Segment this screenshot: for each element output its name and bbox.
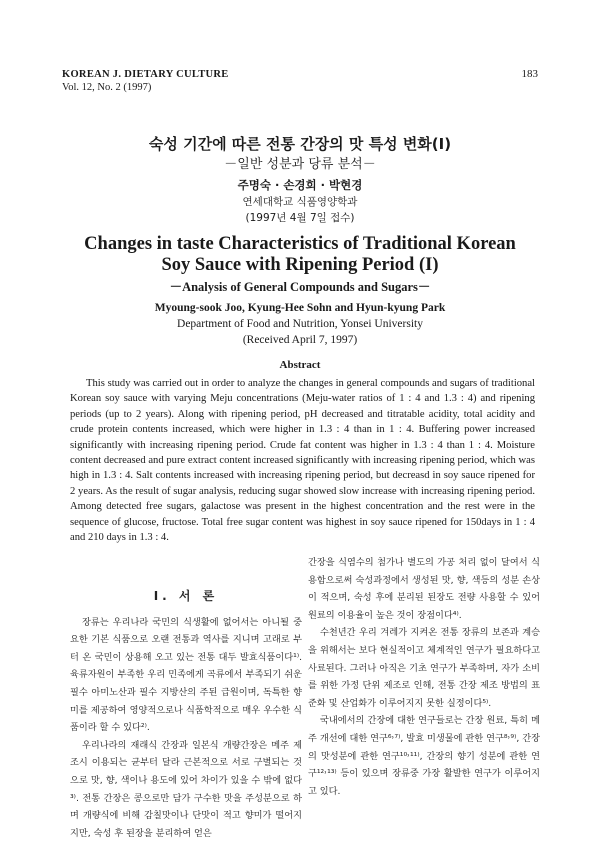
korean-authors: 주명숙 · 손경희 · 박현경: [237, 178, 363, 192]
english-title-line2: Soy Sauce with Ripening Period (I): [161, 255, 439, 275]
english-received-date: (Received April 7, 1997): [242, 334, 358, 346]
body-paragraph: 수천년간 우리 겨레가 지켜온 전통 장류의 보존과 계승을 위해서는 보다 현실적이고 체계적인 연구가 필요하다고 사료된다. 그러나 아직은 기초 연구가 부족하며, 자가 소비를 위한 가정 단위 제조로 인해, 전통 간장 제조 방법의 표준화 및 산업화가 이루어지지 못한 실정이다⁵⁾.: [308, 627, 540, 709]
korean-affiliation: 연세대학교 식품영양학과: [242, 196, 358, 208]
korean-title: 숙성 기간에 따른 전통 간장의 맛 특성 변화(I): [148, 135, 452, 153]
english-authors: Myoung-sook Joo, Kyung-Hee Sohn and Hyun-kyung Park: [154, 302, 446, 314]
english-title-line1: Changes in taste Characteristics of Traditional Korean: [84, 234, 516, 254]
journal-header: [62, 68, 229, 94]
right-column: [308, 554, 540, 800]
journal-title: KOREAN J. DIETARY CULTURE: [62, 69, 229, 80]
english-affiliation: Department of Food and Nutrition, Yonsei University: [177, 318, 423, 330]
body-paragraph: 우리나라의 재래식 간장과 일본식 개량간장은 메주 제조시 이용되는 균부터 달라 근본적으로 서로 구별되는 것으로 맛, 향, 색이나 용도에 있어 차이가 있을 수 밖에 없다³⁾. 전통 간장은 콩으로만 담가 구수한 맛을 주성분으로 하며 개량식에 비해 감칠맛이나 단맛이 적고 향미가 떨어지지만, 숙성 후 된장을 분리하여 얻은: [70, 739, 302, 839]
left-column: [70, 588, 302, 842]
page-number: 183: [521, 68, 538, 80]
korean-subtitle: －일반 성분과 당류 분석－: [224, 157, 376, 172]
abstract-heading: Abstract: [279, 359, 321, 371]
english-title: [0, 234, 600, 276]
korean-received-date: (1997년 4월 7일 접수): [245, 212, 355, 224]
section-heading-introduction: I. 서 론: [153, 589, 219, 603]
journal-volume: Vol. 12, No. 2 (1997): [62, 82, 152, 93]
body-paragraph: 국내에서의 간장에 대한 연구들로는 간장 원료, 특히 메주 개선에 대한 연구⁶˒⁷⁾, 발효 미생물에 관한 연구⁸˒⁹⁾, 간장의 맛성분에 관한 연구¹⁰˒¹¹⁾, 간장의 향기 성분에 관한 연구¹²˒¹³⁾ 등이 있으며 장류중 가장 활발한 연구가 이루어지고 있다.: [308, 715, 540, 797]
body-paragraph: 간장을 식염수의 첨가나 별도의 가공 처리 없이 달여서 식용함으로써 숙성과정에서 생성된 맛, 향, 색등의 성분 손상이 적으며, 숙성 후에 분리된 된장도 전량 사용할 수 있어 원료의 이용율이 높은 것이 장점이다⁴⁾.: [308, 557, 540, 621]
body-paragraph: 장류는 우리나라 국민의 식생활에 없어서는 아니될 중요한 기본 식품으로 오랜 전통과 역사를 지니며 고래로 부터 온 국민이 상용해 오고 있는 전통 대두 발효식품이다¹⁾. 육류자원이 부족한 우리 민족에게 곡류에서 부족되기 쉬운 필수 아미노산과 필수 지방산의 주된 급원이며, 독특한 향미를 제공하여 영양적으로나 식품학적으로 매우 우수한 식품이라 할 수 있다²⁾.: [70, 616, 302, 734]
abstract-text: This study was carried out in order to analyze the changes in general compounds and sugars of traditional Korean soy sauce with varying Meju concentrations (Meju-water ratios of 1 : 4 and 1.3 : 4) and ripening periods (up to 2 years). Along with ripening period, pH decreased and titratable acidity, total acidity and crude protein contents increased, which were higher in 1.3 : 4 than in 1 : 4. Buffering power increased significantly with increasing ripening period. Crude fat content was higher in 1.3 : 4 than 1 : 4. Moisture content decreased and pure extract content increased significantly with increasing ripening period, which was high in 1.3 : 4. Salt contents increased with increasing ripening period, but decreasd in soy sauce ripened for 2 years. As the result of sugar analysis, reducing sugar showed slow increase with increasing ripening period. Among detected free sugars, galactose was present in the highest concentration and the rest were in the sequence of glucose, fructose. Total free sugar content was highest in soy sauce ripened for 150days in 1 : 4 and 210 days in 1.3 : 4.: [70, 378, 535, 544]
english-subtitle: －Analysis of General Compounds and Sugars－: [169, 280, 431, 294]
